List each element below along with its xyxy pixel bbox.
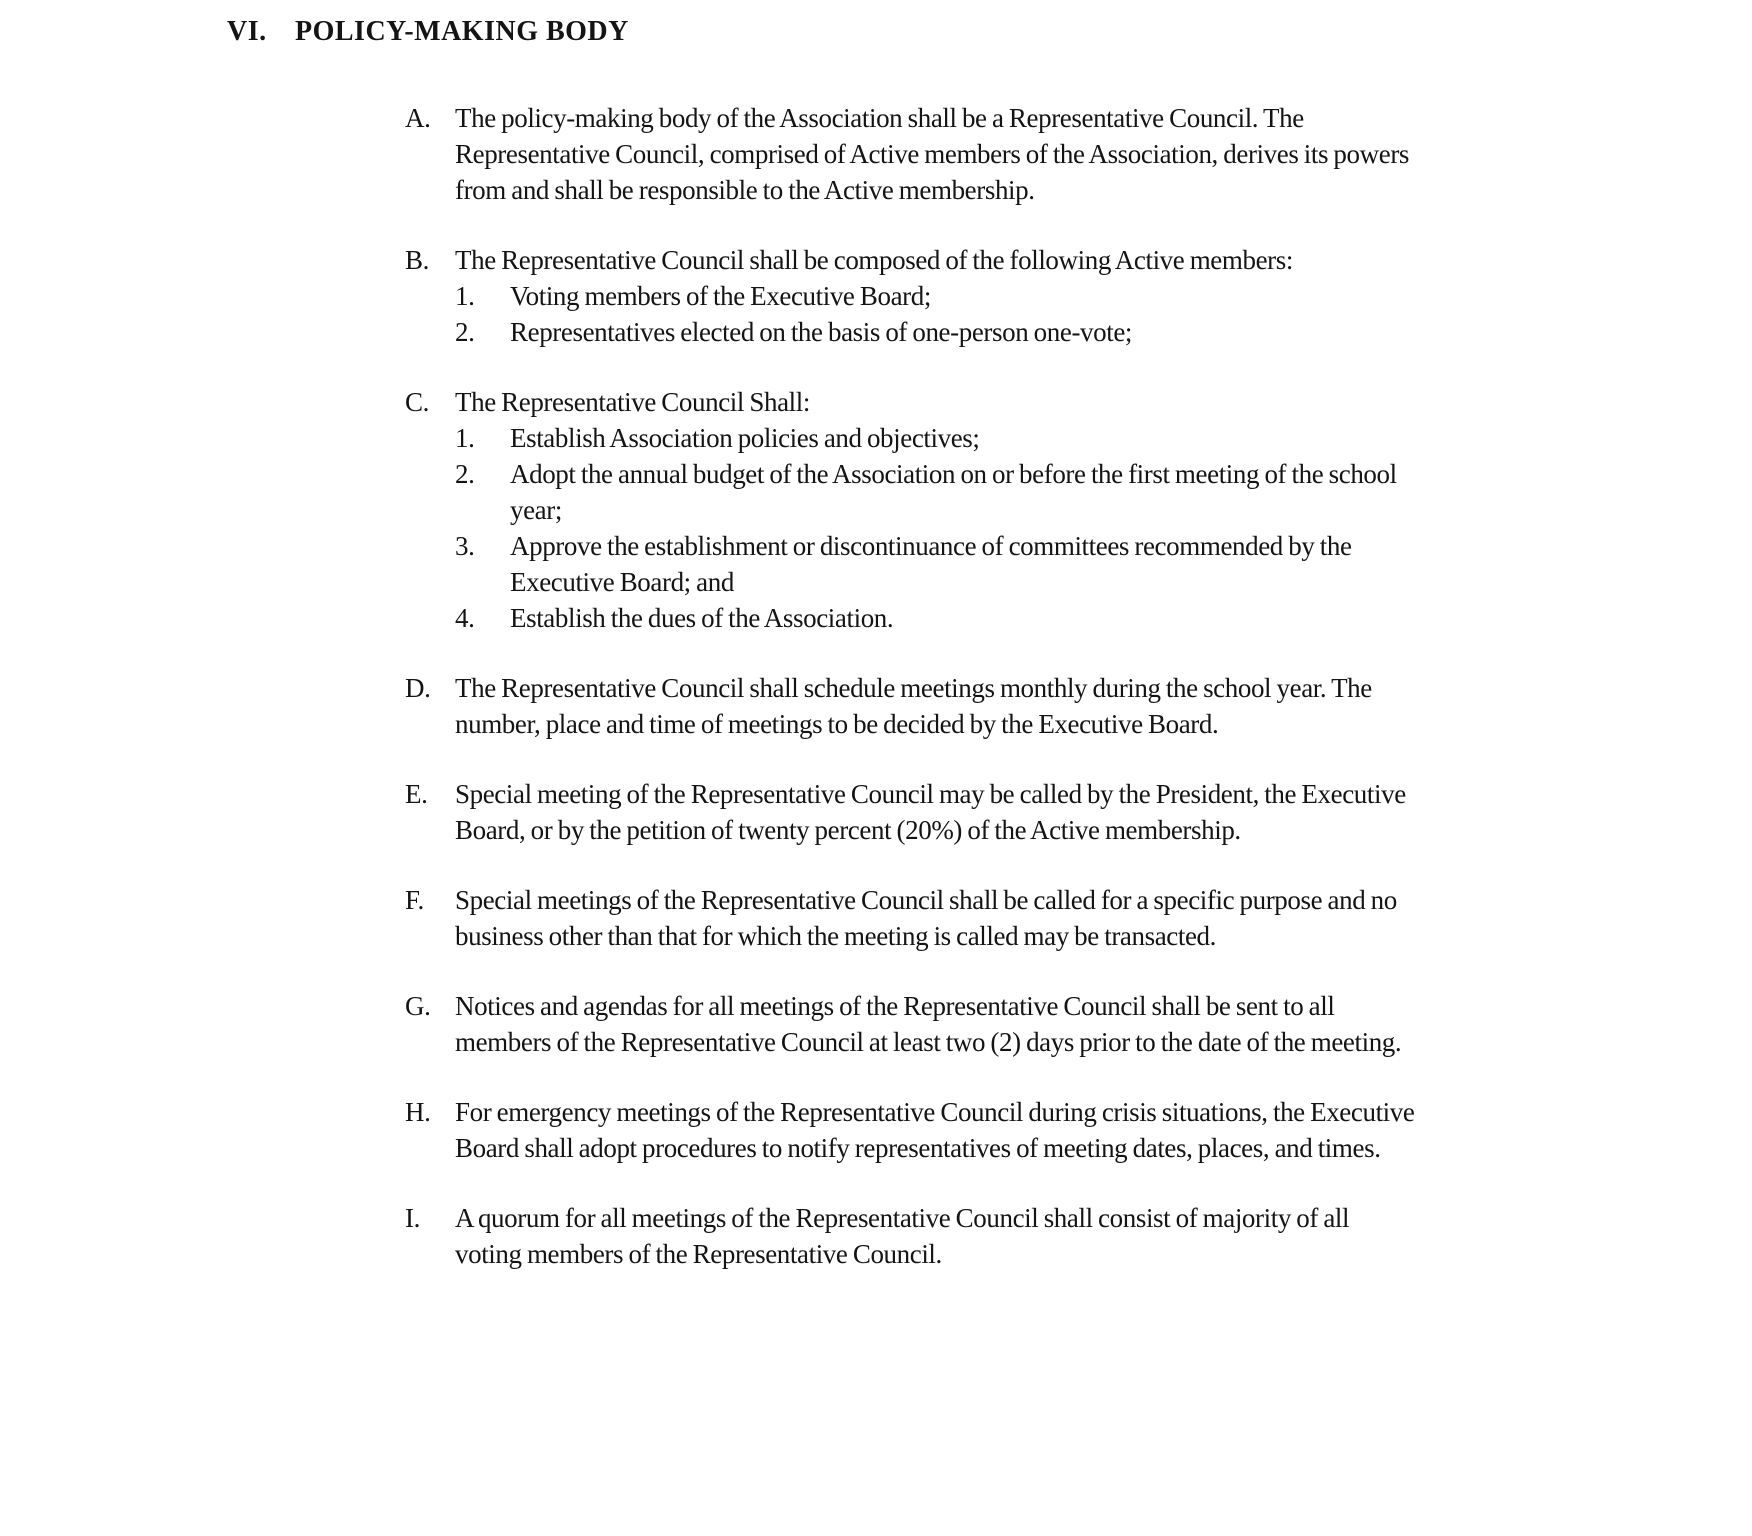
sub-list-item <box>455 600 1415 636</box>
item-text: The policy-making body of the Association shall be a Representative Council. The Representative Council, comprised of Active members of the Association, derives its powers from and shall be responsible to the Active membership. <box>455 103 1410 205</box>
list-item <box>405 988 1415 1060</box>
item-letter: I. <box>405 1203 420 1233</box>
section-number: VI. <box>227 16 267 47</box>
item-letter: F. <box>405 885 424 915</box>
item-letter: D. <box>405 673 431 703</box>
item-text: Special meetings of the Representative Council shall be called for a specific purpose and no business other than that for which the meeting is called may be transacted. <box>455 885 1397 951</box>
item-text: The Representative Council Shall: <box>455 387 810 417</box>
item-letter: B. <box>405 245 429 275</box>
item-letter: E. <box>405 779 428 809</box>
list-item <box>405 100 1415 208</box>
list-item <box>405 776 1415 848</box>
sub-list-item <box>455 456 1415 528</box>
list-item <box>405 882 1415 954</box>
list-item <box>405 1094 1415 1166</box>
sub-list-item <box>455 278 1415 314</box>
section-title: POLICY-MAKING BODY <box>295 16 629 47</box>
list-item <box>405 1200 1415 1272</box>
sub-item-text: Adopt the annual budget of the Association on or before the first meeting of the school year; <box>510 459 1397 525</box>
sub-list-item <box>455 314 1415 350</box>
item-text: For emergency meetings of the Representative Council during crisis situations, the Executive Board shall adopt procedures to notify representatives of meeting dates, places, and times. <box>455 1097 1415 1163</box>
sub-item-text: Establish the dues of the Association. <box>510 603 894 633</box>
sub-item-text: Voting members of the Executive Board; <box>510 281 931 311</box>
sub-item-number: 1. <box>455 281 475 311</box>
sub-list-item <box>455 420 1415 456</box>
list-item <box>405 242 1415 350</box>
item-text: A quorum for all meetings of the Representative Council shall consist of majority of all voting members of the Representative Council. <box>455 1203 1350 1269</box>
item-text: The Representative Council shall schedule meetings monthly during the school year. The number, place and time of meetings to be decided by the Executive Board. <box>455 673 1372 739</box>
list-item <box>405 670 1415 742</box>
item-text: The Representative Council shall be composed of the following Active members: <box>455 245 1293 275</box>
sub-item-number: 3. <box>455 531 475 561</box>
item-text: Special meeting of the Representative Council may be called by the President, the Executive Board, or by the petition of twenty percent (20%) of the Active membership. <box>455 779 1406 845</box>
item-letter: A. <box>405 103 431 133</box>
item-letter: C. <box>405 387 429 417</box>
section-heading <box>227 14 1752 50</box>
clause-list <box>405 100 1415 1272</box>
sub-item-number: 2. <box>455 317 475 347</box>
sub-item-number: 1. <box>455 423 475 453</box>
list-item <box>405 384 1415 636</box>
sub-list-item <box>455 528 1415 600</box>
sub-item-number: 4. <box>455 603 475 633</box>
item-text: Notices and agendas for all meetings of the Representative Council shall be sent to all members of the Representative Council at least two (2) days prior to the date of the meeting. <box>455 991 1402 1057</box>
sub-item-text: Approve the establishment or discontinuance of committees recommended by the Executive Board; and <box>510 531 1352 597</box>
sub-item-text: Establish Association policies and objectives; <box>510 423 980 453</box>
sub-item-text: Representatives elected on the basis of one-person one-vote; <box>510 317 1133 347</box>
sub-item-number: 2. <box>455 459 475 489</box>
item-letter: H. <box>405 1097 431 1127</box>
item-letter: G. <box>405 991 431 1021</box>
